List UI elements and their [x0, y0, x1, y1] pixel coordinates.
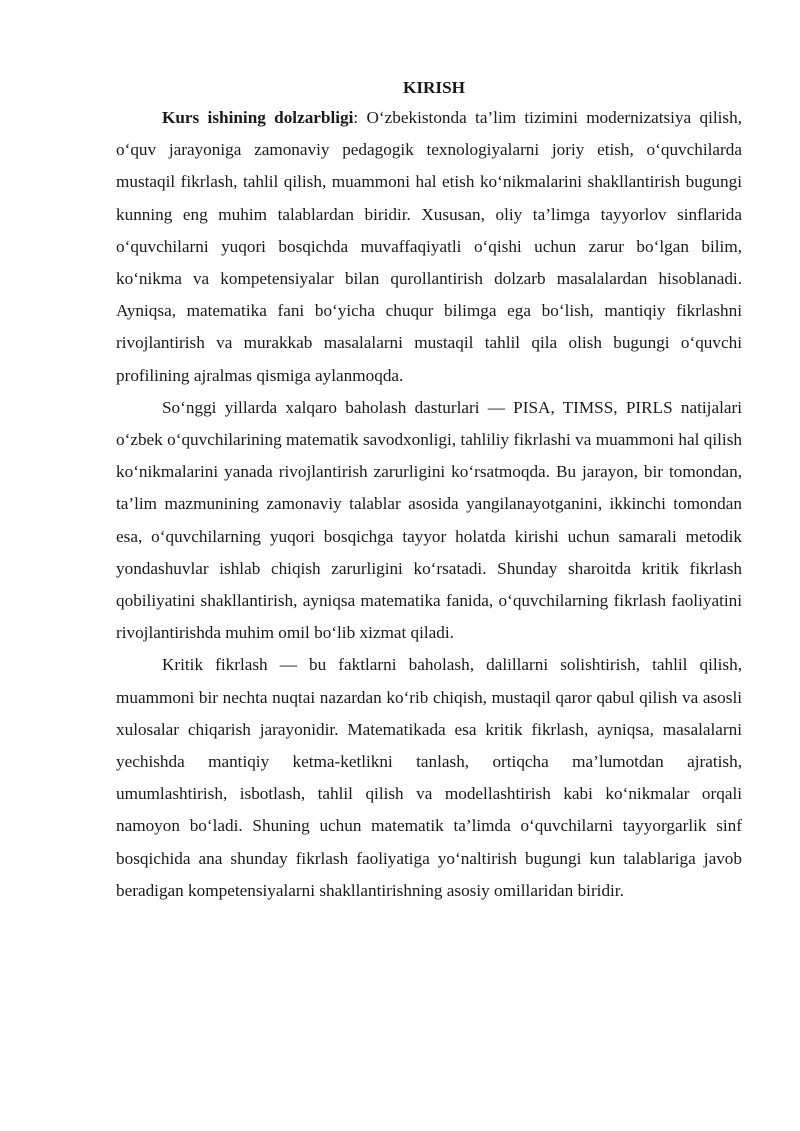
section-title: KIRISH	[402, 78, 466, 97]
intro-separator: :	[353, 108, 359, 127]
document-page	[116, 73, 742, 907]
paragraph-international-assessment: So‘nggi yillarda xalqaro baholash dasturlari — PISA, TIMSS, PIRLS natijalari o‘zbek o‘quvchilarining matematik savodxonligi, tahliliy fikrlashi va muammoni hal qilish ko‘nikmalarini yanada rivojlantirish zarurligini ko‘rsatmoqda. Bu jarayon, bir tomondan, ta’lim mazmunining zamonaviy talablar asosida yangilanayotganini, ikkinchi tomondan esa, o‘quvchilarning yuqori bosqichga tayyor holatda kirishi uchun samarali metodik yondashuvlar ishlab chiqish zarurligini ko‘rsatadi. Shunday sharoitda kritik fikrlash qobiliyatini shakllantirish, ayniqsa matematika fanida, o‘quvchilarning fikrlash faoliyatini rivojlantirishda muhim omil bo‘lib xizmat qiladi.	[116, 397, 742, 643]
paragraph-critical-thinking: Kritik fikrlash — bu faktlarni baholash, dalillarni solishtirish, tahlil qilish, muammoni bir nechta nuqtai nazardan ko‘rib chiqish, mustaqil qaror qabul qilish va asosli xulosalar chiqarish jarayonidir. Matematikada esa kritik fikrlash, ayniqsa, masalalarni yechishda mantiqiy ketma-ketlikni tanlash, ortiqcha ma’lumotdan ajratish, umumlashtirish, isbotlash, tahlil qilish va modellashtirish kabi ko‘nikmalar orqali namoyon bo‘ladi. Shuning uchun matematik ta’limda o‘quvchilarni tayyorgarlik sinf bosqichida ana shunday fikrlash faoliyatiga yo‘naltirish bugungi kun talablariga javob beradigan kompetensiyalarni shakllantirishning asosiy omillaridan biridir.	[116, 655, 742, 900]
intro-text: O‘zbekistonda ta’lim tizimini modernizatsiya qilish, o‘quv jarayoniga zamonaviy pedagogik texnologiyalarni joriy etish, o‘quvchilarda mustaqil fikrlash, tahlil qilish, muammoni hal etish ko‘nikmalarini shakllantirish bugungi kunning eng muhim talablardan biridir. Xususan, oliy ta’limga tayyorlov sinflarida o‘quvchilarni yuqori bosqichda muvaffaqiyatli o‘qishi uchun zarur bo‘lgan bilim, ko‘nikma va kompetensiyalar bilan qurollantirish dolzarb masalalardan hisoblanadi. Ayniqsa, matematika fani bo‘yicha chuqur bilimga ega bo‘lish, mantiqiy fikrlashni rivojlantirish va murakkab masalalarni mustaqil tahlil qila olish bugungi o‘quvchi profilining ajralmas qismiga aylanmoqda.	[116, 108, 742, 385]
intro-heading: Kurs ishining dolzarbligi	[162, 108, 354, 127]
intro-paragraph	[116, 102, 742, 392]
